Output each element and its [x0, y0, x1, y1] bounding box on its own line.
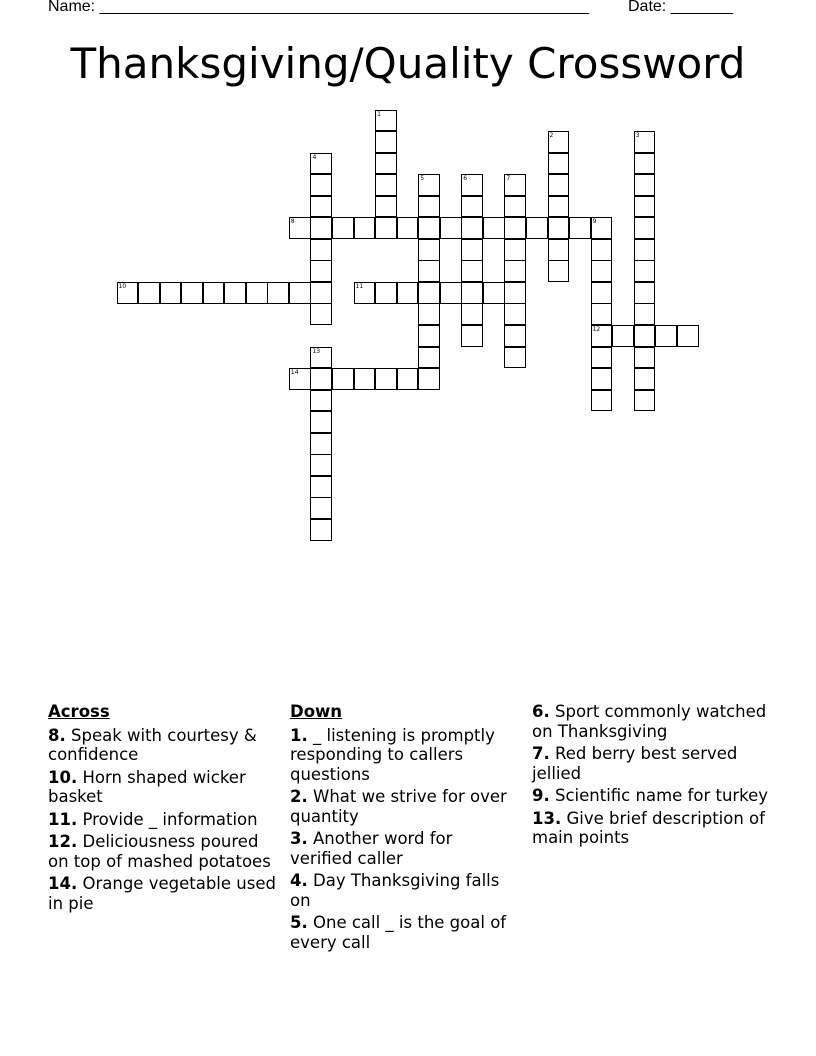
grid-cell[interactable] [655, 325, 677, 347]
grid-cell[interactable] [397, 282, 419, 304]
clue-number: 10. [48, 767, 78, 787]
clue-number: 2. [290, 787, 308, 806]
grid-cell[interactable] [504, 260, 526, 282]
grid-cell[interactable] [310, 454, 332, 476]
grid-cell[interactable] [504, 303, 526, 325]
clue-text: Provide _ information [82, 809, 258, 829]
grid-cell[interactable] [591, 347, 613, 369]
cell-number: 14 [290, 369, 299, 377]
grid-cell[interactable] [310, 519, 332, 541]
grid-cell[interactable] [310, 476, 332, 498]
clue-number: 6. [532, 702, 550, 721]
grid-cell[interactable] [634, 368, 656, 390]
grid-cell[interactable] [591, 282, 613, 304]
clue-number: 5. [290, 913, 308, 932]
name-field-label: Name: _______________________________________________________ [48, 0, 589, 15]
clue-number: 11. [48, 809, 78, 829]
grid-cell[interactable] [375, 153, 397, 175]
clue-number: 12. [48, 832, 78, 851]
grid-cell[interactable] [548, 174, 570, 196]
grid-cell[interactable] [634, 153, 656, 175]
clue-number: 3. [290, 829, 308, 848]
grid-cell[interactable] [289, 217, 311, 239]
grid-cell[interactable] [375, 131, 397, 153]
grid-cell[interactable] [461, 196, 483, 218]
grid-cell[interactable] [310, 217, 332, 239]
grid-cell[interactable] [634, 390, 656, 412]
grid-cell[interactable] [461, 217, 483, 239]
grid-cell[interactable] [634, 196, 656, 218]
grid-cell[interactable] [310, 411, 332, 433]
down-heading: Down [290, 702, 343, 721]
cell-number: 11 [355, 282, 364, 290]
grid-cell[interactable] [548, 260, 570, 282]
grid-cell[interactable] [591, 303, 613, 325]
clue-down-9 [532, 786, 780, 806]
clue-number: 13. [532, 808, 562, 828]
grid-cell[interactable] [612, 325, 634, 347]
clue-down-6 [532, 702, 780, 741]
grid-cell[interactable] [310, 196, 332, 218]
grid-cell[interactable] [418, 368, 440, 390]
grid-cell[interactable] [634, 174, 656, 196]
grid-cell[interactable] [440, 282, 462, 304]
clue-text: Deliciousness poured on top of mashed potatoes [48, 832, 271, 871]
grid-cell[interactable] [332, 368, 354, 390]
clue-text: Sport commonly watched on Thanksgiving [532, 702, 767, 741]
grid-cell[interactable] [483, 282, 505, 304]
clue-across-10 [48, 768, 278, 807]
grid-cell[interactable] [289, 282, 311, 304]
clue-down-7 [532, 744, 780, 783]
clue-text: What we strive for over quantity [290, 787, 507, 826]
grid-cell[interactable] [418, 196, 440, 218]
grid-cell[interactable] [310, 174, 332, 196]
grid-cell[interactable] [461, 303, 483, 325]
grid-cell[interactable] [634, 260, 656, 282]
grid-cell[interactable] [461, 174, 483, 196]
grid-cell[interactable] [591, 217, 613, 239]
grid-cell[interactable] [569, 217, 591, 239]
grid-cell[interactable] [418, 174, 440, 196]
clue-text: Horn shaped wicker basket [48, 767, 246, 806]
grid-cell[interactable] [418, 217, 440, 239]
grid-cell[interactable] [310, 497, 332, 519]
cell-number: 3 [635, 132, 640, 140]
clue-text: Give brief description of main points [532, 808, 765, 847]
cell-number: 10 [118, 282, 127, 290]
grid-cell[interactable] [375, 174, 397, 196]
clue-number: 1. [290, 725, 308, 745]
grid-cell[interactable] [354, 282, 376, 304]
down-clues-continued-column [532, 702, 780, 851]
grid-cell[interactable] [375, 110, 397, 132]
grid-cell[interactable] [418, 347, 440, 369]
cell-number: 7 [506, 175, 511, 183]
clue-text: _ listening is promptly responding to callers questions [290, 725, 495, 784]
cell-number: 1 [377, 110, 381, 118]
grid-cell[interactable] [224, 282, 246, 304]
grid-cell[interactable] [289, 368, 311, 390]
grid-cell[interactable] [548, 131, 570, 153]
grid-cell[interactable] [591, 260, 613, 282]
clue-text: Day Thanksgiving falls on [290, 871, 500, 910]
grid-cell[interactable] [397, 368, 419, 390]
grid-cell[interactable] [418, 260, 440, 282]
clue-down-2 [290, 787, 512, 826]
grid-cell[interactable] [591, 368, 613, 390]
grid-cell[interactable] [181, 282, 203, 304]
grid-cell[interactable] [591, 390, 613, 412]
grid-cell[interactable] [397, 217, 419, 239]
grid-cell[interactable] [548, 153, 570, 175]
grid-cell[interactable] [634, 325, 656, 347]
grid-cell[interactable] [310, 368, 332, 390]
grid-cell[interactable] [310, 282, 332, 304]
cell-number: 2 [549, 132, 554, 140]
grid-cell[interactable] [548, 196, 570, 218]
clue-text: Orange vegetable used in pie [48, 874, 276, 913]
clue-number: 9. [532, 786, 550, 805]
grid-cell[interactable] [418, 239, 440, 261]
grid-cell[interactable] [310, 433, 332, 455]
grid-cell[interactable] [375, 368, 397, 390]
grid-cell[interactable] [375, 217, 397, 239]
grid-cell[interactable] [461, 282, 483, 304]
grid-cell[interactable] [418, 325, 440, 347]
grid-cell[interactable] [418, 303, 440, 325]
grid-cell[interactable] [526, 217, 548, 239]
cell-number: 6 [463, 175, 468, 183]
clue-number: 7. [532, 744, 550, 763]
grid-cell[interactable] [310, 347, 332, 369]
grid-cell[interactable] [310, 303, 332, 325]
cell-number: 4 [312, 153, 317, 161]
clue-down-1 [290, 726, 512, 785]
grid-cell[interactable] [138, 282, 160, 304]
grid-cell[interactable] [354, 217, 376, 239]
grid-cell[interactable] [634, 303, 656, 325]
grid-cell[interactable] [310, 260, 332, 282]
grid-cell[interactable] [160, 282, 182, 304]
cell-number: 12 [592, 326, 601, 333]
cell-number: 8 [290, 218, 295, 226]
grid-cell[interactable] [418, 282, 440, 304]
grid-cell[interactable] [310, 390, 332, 412]
grid-cell[interactable] [504, 282, 526, 304]
clue-across-14 [48, 874, 278, 913]
grid-cell[interactable] [461, 260, 483, 282]
grid-cell[interactable] [461, 239, 483, 261]
across-clues-column [48, 702, 278, 916]
clue-down-3 [290, 829, 512, 868]
clue-text: Another word for verified caller [290, 829, 453, 868]
grid-cell[interactable] [634, 239, 656, 261]
grid-cell[interactable] [203, 282, 225, 304]
clue-number: 14. [48, 874, 78, 893]
clue-across-8 [48, 726, 278, 765]
clue-number: 4. [290, 871, 308, 890]
grid-cell[interactable] [310, 239, 332, 261]
grid-cell[interactable] [504, 174, 526, 196]
down-clues-column [290, 702, 512, 955]
grid-cell[interactable] [375, 282, 397, 304]
grid-cell[interactable] [548, 217, 570, 239]
clue-down-5 [290, 913, 512, 952]
grid-cell[interactable] [310, 153, 332, 175]
grid-cell[interactable] [504, 325, 526, 347]
clue-across-12 [48, 832, 278, 871]
grid-cell[interactable] [117, 282, 139, 304]
grid-cell[interactable] [591, 325, 613, 347]
grid-cell[interactable] [504, 347, 526, 369]
grid-cell[interactable] [246, 282, 268, 304]
clue-number: 8. [48, 725, 66, 745]
grid-cell[interactable] [634, 217, 656, 239]
across-heading: Across [48, 702, 110, 721]
clue-across-11 [48, 810, 278, 830]
grid-cell[interactable] [504, 217, 526, 239]
clue-down-4 [290, 871, 512, 910]
clue-text: Speak with courtesy & confidence [48, 725, 257, 764]
grid-cell[interactable] [332, 217, 354, 239]
page-title: Thanksgiving/Quality Crossword [70, 39, 746, 88]
cell-number: 9 [592, 218, 597, 226]
clue-text: One call _ is the goal of every call [290, 913, 507, 952]
grid-cell[interactable] [634, 347, 656, 369]
grid-cell[interactable] [504, 239, 526, 261]
grid-cell[interactable] [548, 239, 570, 261]
grid-cell[interactable] [677, 325, 699, 347]
cell-number: 5 [420, 175, 425, 183]
clue-text: Red berry best served jellied [532, 744, 738, 783]
grid-cell[interactable] [483, 217, 505, 239]
grid-cell[interactable] [591, 239, 613, 261]
clue-down-13 [532, 809, 780, 848]
date-field-label: Date: _______ [628, 0, 733, 15]
grid-cell[interactable] [504, 196, 526, 218]
grid-cell[interactable] [354, 368, 376, 390]
grid-cell[interactable] [634, 131, 656, 153]
cell-number: 13 [312, 347, 321, 355]
clue-text: Scientific name for turkey [555, 786, 769, 805]
grid-cell[interactable] [461, 325, 483, 347]
grid-cell[interactable] [634, 282, 656, 304]
grid-cell[interactable] [440, 217, 462, 239]
grid-cell[interactable] [267, 282, 289, 304]
grid-cell[interactable] [375, 196, 397, 218]
